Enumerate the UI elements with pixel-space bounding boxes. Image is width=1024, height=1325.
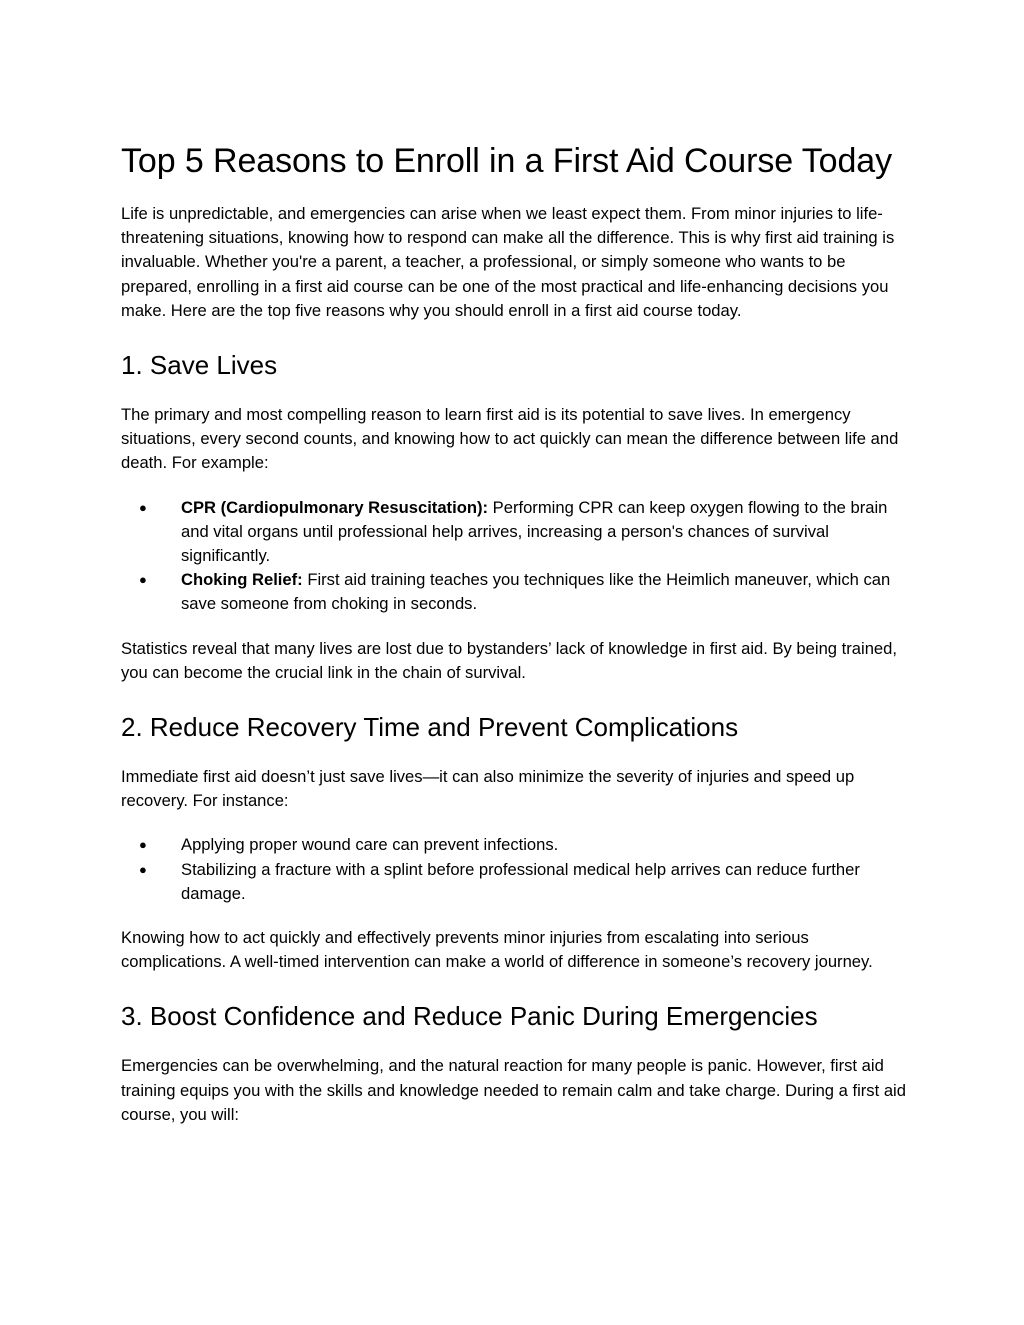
list-item [121, 496, 914, 569]
section-bullet-list [121, 496, 914, 617]
list-item-bold-label: CPR (Cardiopulmonary Resuscitation): [181, 497, 489, 517]
page-title: Top 5 Reasons to Enroll in a First Aid Course Today [121, 142, 893, 180]
bullet-icon: ● [139, 861, 147, 877]
list-item [121, 833, 914, 857]
list-item [121, 568, 914, 616]
section-heading-save-lives: 1. Save Lives [121, 350, 278, 381]
list-item-text: Applying proper wound care can prevent infections. [181, 835, 559, 855]
section-bullet-list [121, 833, 914, 906]
section-lead-paragraph: Emergencies can be overwhelming, and the natural reaction for many people is panic. However, first aid training equips you with the skills and knowledge needed to remain calm and take charge. During a first aid course, you will: [121, 1056, 906, 1124]
bullet-icon: ● [139, 499, 147, 515]
list-item-text: Performing CPR can keep oxygen flowing to the brain and vital organs until professional help arrives, increasing a person's chances of survival significantly. [181, 497, 888, 566]
section-closing-paragraph: Statistics reveal that many lives are lost due to bystanders’ lack of knowledge in first aid. By being trained, you can become the crucial link in the chain of survival. [121, 638, 897, 682]
intro-paragraph: Life is unpredictable, and emergencies can arise when we least expect them. From minor injuries to life-threatening situations, knowing how to respond can make all the difference. This is why first aid training is invaluable. Whether you're a parent, a teacher, a professional, or simply someone who wants to be prepared, enrolling in a first aid course can be one of the most practical and life-enhancing decisions you make. Here are the top five reasons why you should enroll in a first aid course today. [121, 204, 895, 320]
section-lead-paragraph: Immediate first aid doesn’t just save lives—it can also minimize the severity of injuries and speed up recovery. For instance: [121, 767, 855, 811]
bullet-icon: ● [139, 572, 147, 588]
section-heading-recovery: 2. Reduce Recovery Time and Prevent Complications [121, 712, 739, 743]
section-lead-paragraph: The primary and most compelling reason to learn first aid is its potential to save lives. In emergency situations, every second counts, and knowing how to act quickly can mean the difference between life and death. For example: [121, 405, 899, 473]
section-heading-confidence: 3. Boost Confidence and Reduce Panic During Emergencies [121, 1001, 818, 1032]
list-item-bold-label: Choking Relief: [181, 570, 303, 590]
list-item-text: Stabilizing a fracture with a splint before professional medical help arrives can reduce further damage. [181, 859, 860, 903]
bullet-icon: ● [139, 837, 147, 853]
list-item [121, 858, 914, 906]
section-closing-paragraph: Knowing how to act quickly and effectively prevents minor injuries from escalating into serious complications. A well-timed intervention can make a world of difference in someone’s recovery journey. [121, 928, 873, 972]
list-item-text: First aid training teaches you techniques like the Heimlich maneuver, which can save someone from choking in seconds. [181, 570, 891, 614]
